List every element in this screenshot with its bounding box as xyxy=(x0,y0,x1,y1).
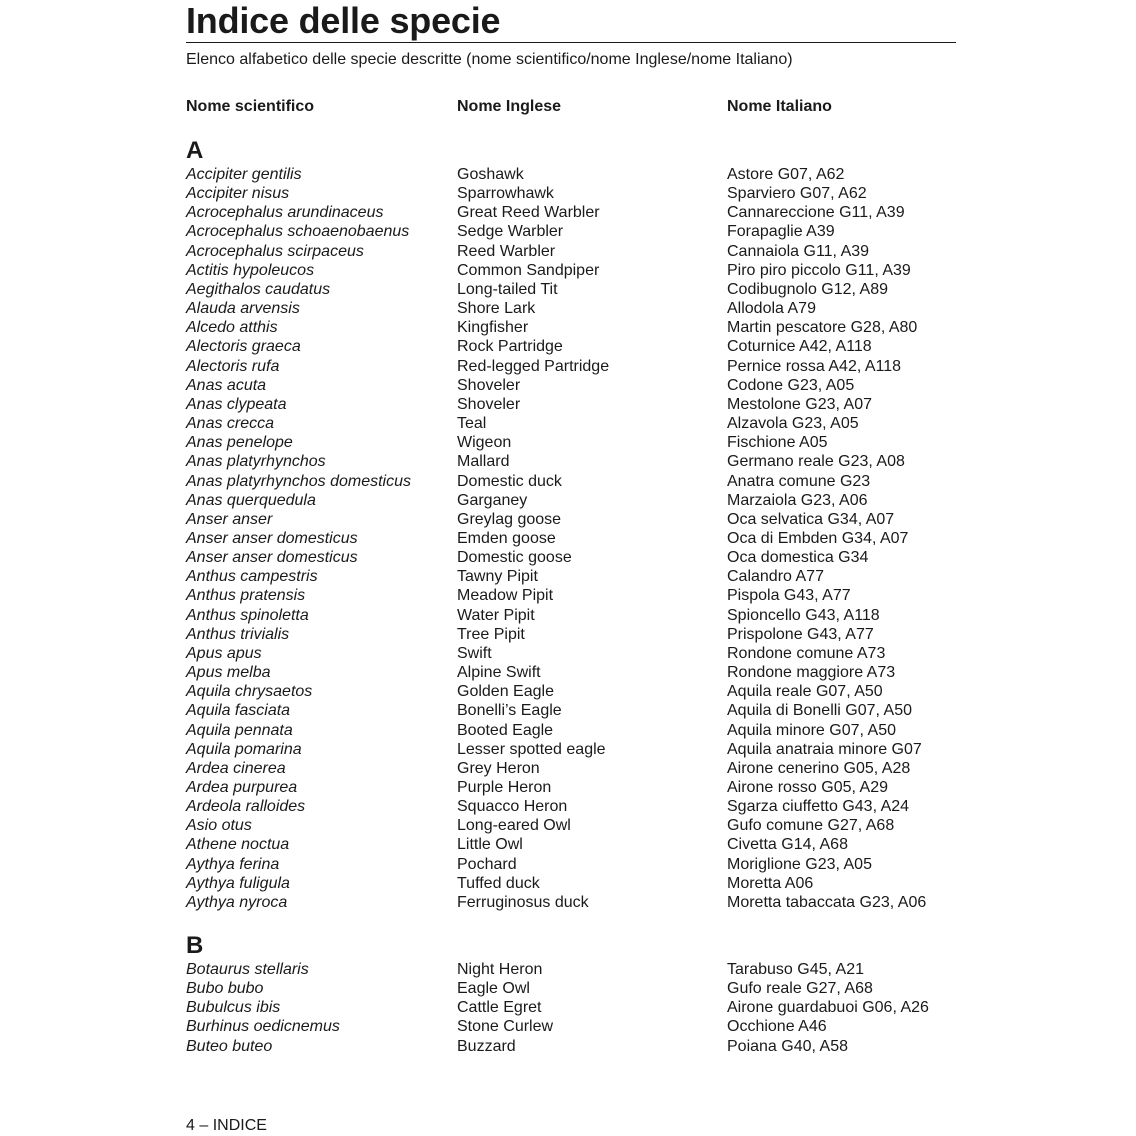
english-name: Meadow Pipit xyxy=(457,587,554,605)
scientific-name: Buteo buteo xyxy=(186,1037,273,1055)
english-name: Ferruginosus duck xyxy=(457,893,589,911)
english-name: Alpine Swift xyxy=(457,664,541,682)
species-row xyxy=(186,998,986,1017)
scientific-name: Aquila pennata xyxy=(186,721,293,739)
scientific-name: Anthus trivialis xyxy=(186,625,290,643)
italian-name: Moretta tabaccata G23, A06 xyxy=(727,893,927,911)
italian-name: Cannaiola G11, A39 xyxy=(727,242,870,260)
english-name: Pochard xyxy=(457,855,517,873)
italian-name: Fischione A05 xyxy=(727,434,828,452)
english-name: Night Heron xyxy=(457,961,543,978)
italian-name: Codone G23, A05 xyxy=(727,376,855,394)
section-letter: B xyxy=(186,932,204,959)
italian-name: Allodola A79 xyxy=(727,300,816,318)
italian-name: Marzaiola G23, A06 xyxy=(727,491,868,509)
scientific-name: Anas acuta xyxy=(186,376,267,394)
italian-name: Airone rosso G05, A29 xyxy=(727,779,888,796)
species-row xyxy=(186,280,986,299)
column-header-english: Nome Inglese xyxy=(457,98,562,115)
italian-name: Airone guardabuoi G06, A26 xyxy=(727,999,929,1017)
italian-name: Oca di Embden G34, A07 xyxy=(727,529,909,547)
english-name: Garganey xyxy=(457,491,528,509)
species-row xyxy=(186,586,986,605)
italian-name: Codibugnolo G12, A89 xyxy=(727,280,889,298)
species-row xyxy=(186,510,986,529)
italian-name: Rondone comune A73 xyxy=(727,644,886,662)
english-name: Grey Heron xyxy=(457,759,540,777)
italian-name: Aquila minore G07, A50 xyxy=(727,721,896,739)
species-row xyxy=(186,874,986,893)
english-name: Emden goose xyxy=(457,529,556,547)
italian-name: Coturnice A42, A118 xyxy=(727,338,872,356)
section-a xyxy=(186,137,986,912)
english-name: Mallard xyxy=(457,453,510,471)
scientific-name: Alcedo atthis xyxy=(186,319,278,337)
italian-name: Rondone maggiore A73 xyxy=(727,664,896,682)
scientific-name: Anser anser xyxy=(186,510,273,528)
scientific-name: Aquila pomarina xyxy=(186,740,302,758)
english-name: Sparrowhawk xyxy=(457,185,554,203)
italian-name: Sparviero G07, A62 xyxy=(727,185,867,203)
species-row xyxy=(186,1037,986,1056)
scientific-name: Aythya fuligula xyxy=(186,874,290,892)
english-name: Tawny Pipit xyxy=(457,568,538,586)
species-row xyxy=(186,376,986,395)
italian-name: Cannareccione G11, A39 xyxy=(727,204,905,222)
italian-name: Alzavola G23, A05 xyxy=(727,415,859,433)
english-name: Eagle Owl xyxy=(457,980,530,998)
species-row xyxy=(186,395,986,414)
scientific-name: Botaurus stellaris xyxy=(186,961,309,978)
english-name: Stone Curlew xyxy=(457,1018,554,1036)
scientific-name: Acrocephalus arundinaceus xyxy=(186,204,384,222)
scientific-name: Alectoris graeca xyxy=(186,338,301,356)
species-row xyxy=(186,778,986,797)
species-row xyxy=(186,318,986,337)
scientific-name: Accipiter gentilis xyxy=(186,166,302,183)
italian-name: Moretta A06 xyxy=(727,874,814,892)
english-name: Booted Eagle xyxy=(457,721,554,739)
species-row xyxy=(186,567,986,586)
italian-name: Calandro A77 xyxy=(727,568,824,586)
species-row xyxy=(186,625,986,644)
page-subtitle: Elenco alfabetico delle specie descritte (nome scientifico/nome Inglese/nome Italiano) xyxy=(186,51,793,68)
species-row xyxy=(186,979,986,998)
species-row xyxy=(186,797,986,816)
scientific-name: Ardeola ralloides xyxy=(186,798,306,816)
italian-name: Martin pescatore G28, A80 xyxy=(727,319,918,337)
column-header-scientific: Nome scientifico xyxy=(186,98,315,115)
page-footer: 4 – INDICE xyxy=(186,1117,267,1134)
italian-name: Prispolone G43, A77 xyxy=(727,625,874,643)
scientific-name: Ardea cinerea xyxy=(186,759,286,777)
species-row xyxy=(186,701,986,720)
scientific-name: Anser anser domesticus xyxy=(186,529,358,547)
species-row xyxy=(186,529,986,548)
species-row xyxy=(186,222,986,241)
italian-name: Aquila di Bonelli G07, A50 xyxy=(727,702,913,720)
species-row xyxy=(186,184,986,203)
italian-name: Poiana G40, A58 xyxy=(727,1037,848,1055)
english-name: Golden Eagle xyxy=(457,683,554,701)
scientific-name: Accipiter nisus xyxy=(186,185,290,203)
english-name: Squacco Heron xyxy=(457,798,568,816)
scientific-name: Anas penelope xyxy=(186,434,293,452)
english-name: Shore Lark xyxy=(457,300,536,318)
scientific-name: Anthus campestris xyxy=(186,568,318,586)
english-name: Common Sandpiper xyxy=(457,261,600,279)
italian-name: Astore G07, A62 xyxy=(727,166,845,183)
species-row xyxy=(186,261,986,280)
english-name: Reed Warbler xyxy=(457,242,556,260)
english-name: Goshawk xyxy=(457,166,524,183)
species-row xyxy=(186,835,986,854)
italian-name: Civetta G14, A68 xyxy=(727,836,848,854)
species-row xyxy=(186,433,986,452)
english-name: Water Pipit xyxy=(457,606,535,624)
page-title: Indice delle specie xyxy=(186,0,501,41)
english-name: Rock Partridge xyxy=(457,338,563,356)
species-row xyxy=(186,721,986,740)
italian-name: Aquila anatraia minore G07 xyxy=(727,740,922,758)
english-name: Swift xyxy=(457,644,492,662)
italian-name: Germano reale G23, A08 xyxy=(727,453,905,471)
italian-name: Mestolone G23, A07 xyxy=(727,395,872,413)
species-row xyxy=(186,960,986,979)
species-row xyxy=(186,203,986,222)
english-name: Purple Heron xyxy=(457,779,552,796)
species-row xyxy=(186,548,986,567)
italian-name: Pispola G43, A77 xyxy=(727,587,851,605)
italian-name: Piro piro piccolo G11, A39 xyxy=(727,261,911,279)
english-name: Domestic duck xyxy=(457,472,562,490)
species-row xyxy=(186,299,986,318)
scientific-name: Apus apus xyxy=(186,644,262,662)
italian-name: Aquila reale G07, A50 xyxy=(727,683,883,701)
species-row xyxy=(186,682,986,701)
english-name: Lesser spotted eagle xyxy=(457,740,606,758)
species-row xyxy=(186,1017,986,1036)
english-name: Little Owl xyxy=(457,836,523,854)
italian-name: Anatra comune G23 xyxy=(727,472,871,490)
species-row xyxy=(186,357,986,376)
species-row xyxy=(186,740,986,759)
scientific-name: Acrocephalus schoaenobaenus xyxy=(186,223,410,241)
english-name: Long-tailed Tit xyxy=(457,280,558,298)
english-name: Red-legged Partridge xyxy=(457,357,610,375)
species-row xyxy=(186,816,986,835)
italian-name: Gufo reale G27, A68 xyxy=(727,980,873,998)
scientific-name: Burhinus oedicnemus xyxy=(186,1018,340,1036)
english-name: Greylag goose xyxy=(457,510,562,528)
english-name: Buzzard xyxy=(457,1037,516,1055)
scientific-name: Anthus spinoletta xyxy=(186,606,309,624)
species-row xyxy=(186,165,986,184)
english-name: Wigeon xyxy=(457,434,512,452)
species-list xyxy=(186,165,986,912)
scientific-name: Anas querquedula xyxy=(186,491,316,509)
english-name: Long-eared Owl xyxy=(457,817,571,835)
species-row xyxy=(186,855,986,874)
scientific-name: Athene noctua xyxy=(186,836,290,854)
italian-name: Sgarza ciuffetto G43, A24 xyxy=(727,798,910,816)
scientific-name: Acrocephalus scirpaceus xyxy=(186,242,364,260)
scientific-name: Anas platyrhynchos domesticus xyxy=(186,472,411,490)
italian-name: Oca selvatica G34, A07 xyxy=(727,510,895,528)
scientific-name: Aquila fasciata xyxy=(186,702,291,720)
scientific-name: Alauda arvensis xyxy=(186,300,300,318)
italian-name: Occhione A46 xyxy=(727,1018,827,1036)
english-name: Great Reed Warbler xyxy=(457,204,600,222)
scientific-name: Anas crecca xyxy=(186,415,275,433)
scientific-name: Bubo bubo xyxy=(186,980,264,998)
species-row xyxy=(186,452,986,471)
english-name: Shoveler xyxy=(457,376,521,394)
scientific-name: Apus melba xyxy=(186,664,271,682)
scientific-name: Anas clypeata xyxy=(186,395,287,413)
scientific-name: Asio otus xyxy=(186,817,252,835)
italian-name: Spioncello G43, A118 xyxy=(727,606,880,624)
italian-name: Oca domestica G34 xyxy=(727,549,869,567)
column-headers xyxy=(186,98,966,118)
english-name: Sedge Warbler xyxy=(457,223,564,241)
italian-name: Moriglione G23, A05 xyxy=(727,855,872,873)
italian-name: Tarabuso G45, A21 xyxy=(727,961,864,978)
english-name: Teal xyxy=(457,415,487,433)
english-name: Domestic goose xyxy=(457,549,572,567)
species-row xyxy=(186,893,986,912)
scientific-name: Anthus pratensis xyxy=(186,587,306,605)
species-row xyxy=(186,337,986,356)
scientific-name: Anas platyrhynchos xyxy=(186,453,326,471)
english-name: Bonelli’s Eagle xyxy=(457,702,562,720)
italian-name: Gufo comune G27, A68 xyxy=(727,817,895,835)
section-b xyxy=(186,932,986,1056)
scientific-name: Actitis hypoleucos xyxy=(186,261,315,279)
english-name: Tuffed duck xyxy=(457,874,540,892)
scientific-name: Aquila chrysaetos xyxy=(186,683,313,701)
section-letter: A xyxy=(186,137,204,164)
scientific-name: Bubulcus ibis xyxy=(186,999,281,1017)
species-row xyxy=(186,242,986,261)
english-name: Shoveler xyxy=(457,395,521,413)
english-name: Tree Pipit xyxy=(457,625,525,643)
scientific-name: Aegithalos caudatus xyxy=(186,280,331,298)
species-row xyxy=(186,644,986,663)
scientific-name: Aythya ferina xyxy=(186,855,280,873)
scientific-name: Aythya nyroca xyxy=(186,893,288,911)
species-row xyxy=(186,414,986,433)
column-header-italian: Nome Italiano xyxy=(727,98,832,115)
species-row xyxy=(186,759,986,778)
species-row xyxy=(186,663,986,682)
title-divider xyxy=(186,42,956,43)
english-name: Kingfisher xyxy=(457,319,529,337)
italian-name: Airone cenerino G05, A28 xyxy=(727,759,911,777)
species-list xyxy=(186,960,986,1056)
species-row xyxy=(186,472,986,491)
species-row xyxy=(186,491,986,510)
scientific-name: Anser anser domesticus xyxy=(186,549,358,567)
species-row xyxy=(186,606,986,625)
english-name: Cattle Egret xyxy=(457,999,542,1017)
italian-name: Pernice rossa A42, A118 xyxy=(727,357,902,375)
scientific-name: Alectoris rufa xyxy=(186,357,280,375)
scientific-name: Ardea purpurea xyxy=(186,779,298,796)
italian-name: Forapaglie A39 xyxy=(727,223,835,241)
